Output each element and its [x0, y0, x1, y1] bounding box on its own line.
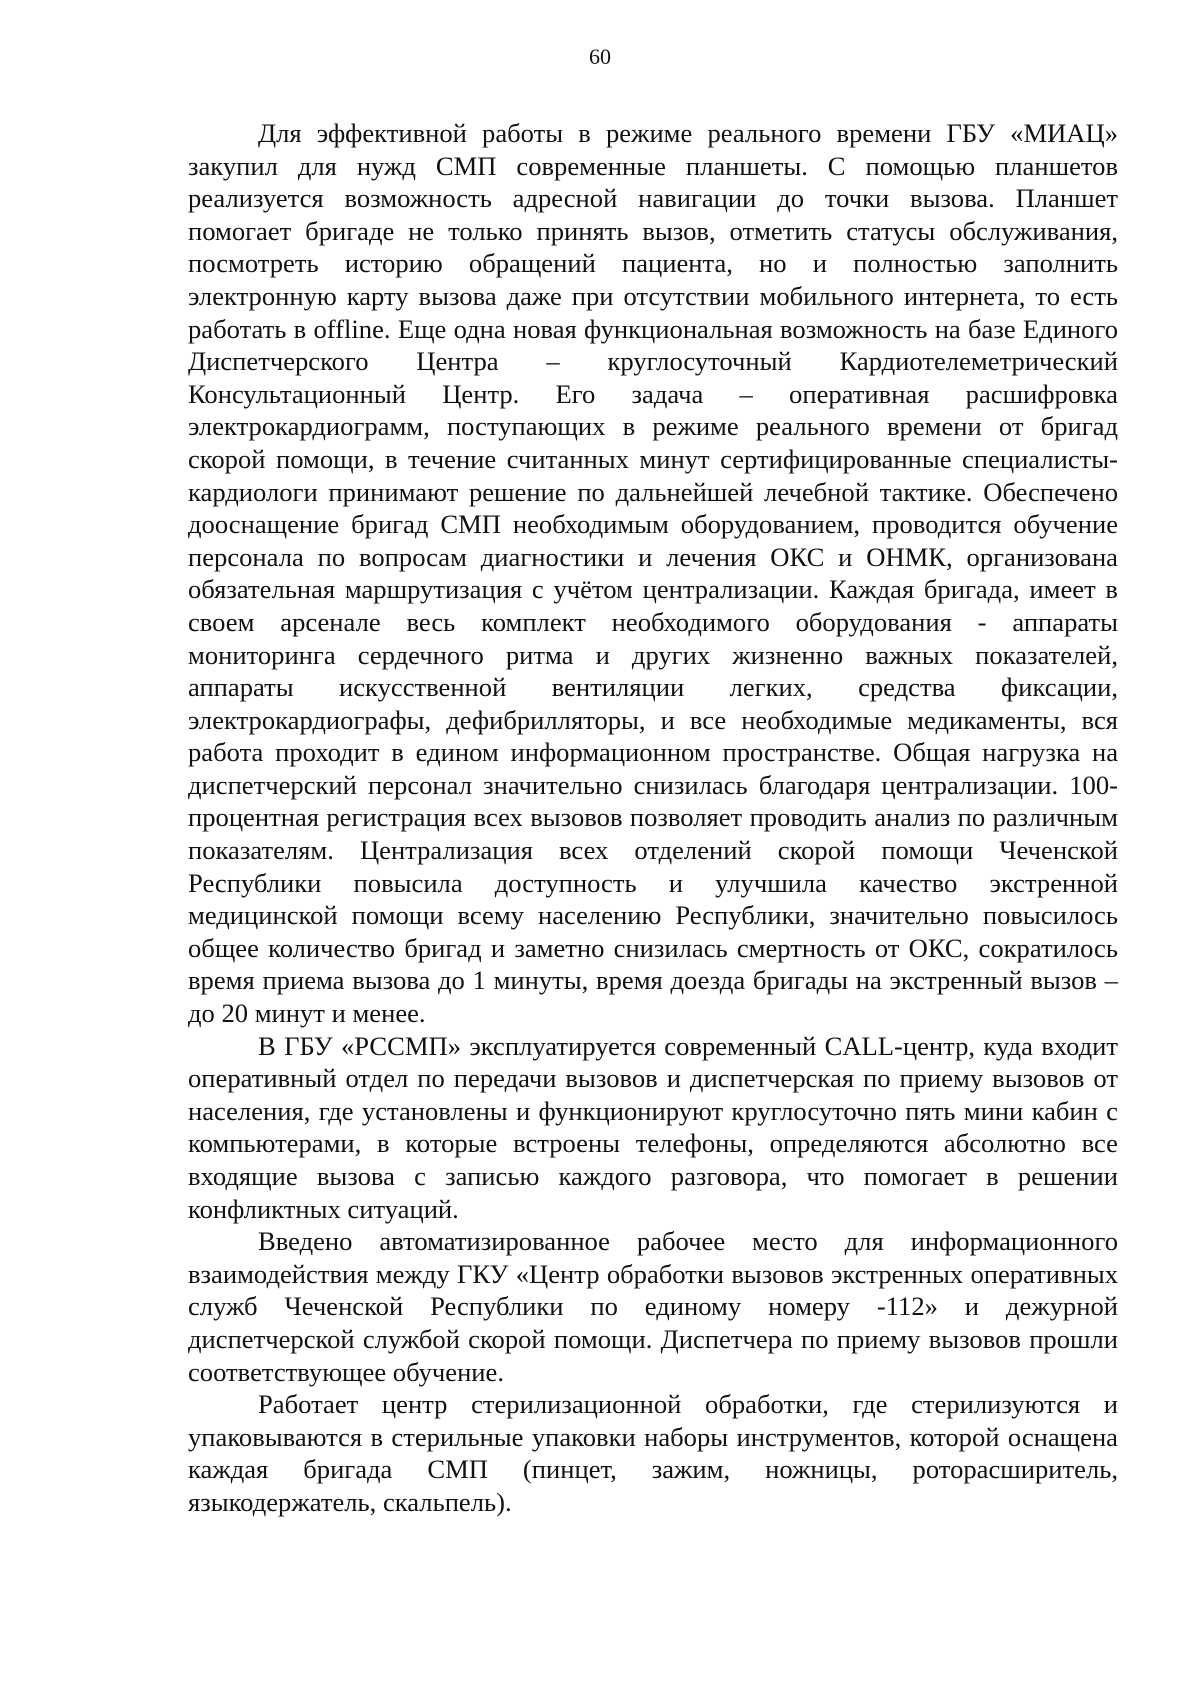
paragraph-ems-tablets: Для эффективной работы в режиме реального времени ГБУ «МИАЦ» закупил для нужд СМП современные планшеты. С помощью планшетов реализуется возможность адресной навигации до точки вызова. Планшет помогает бригаде не только принять вызов, отметить статусы обслуживания, посмотреть историю обращений пациента, но и полностью заполнить электронную карту вызова даже при отсутствии мобильного интернета, то есть работать в offline. Еще одна новая функциональная возможность на базе Единого Диспетчерского Центра – круглосуточный Кардиотелеметрический Консультационный Центр. Его задача – оперативная расшифровка электрокардиограмм, поступающих в режиме реального времени от бригад скорой помощи, в течение считанных минут сертифицированные специалисты-кардиологи принимают решение по дальнейшей лечебной тактике. Обеспечено дооснащение бригад СМП необходимым оборудованием, проводится обучение персонала по вопросам диагностики и лечения ОКС и ОНМК, организована обязательная маршрутизация с учётом централизации. Каждая бригада, имеет в своем арсенале весь комплект необходимого оборудования - аппараты мониторинга сердечного ритма и других жизненно важных показателей, аппараты искусственной вентиляции легких, средства фиксации, электрокардиографы, дефибрилляторы, и все необходимые медикаменты, вся работа проходит в едином информационном пространстве. Общая нагрузка на диспетчерский персонал значительно снизилась благодаря централизации. 100-процентная регистрация всех вызовов позволяет проводить анализ по различным показателям. Централизация всех отделений скорой помощи Чеченской Республики повысила доступность и улучшила качество экстренной медицинской помощи всему населению Республики, значительно повысилось общее количество бригад и заметно снизилась смертность от ОКС, сократилось время приема вызова до 1 минуты, время доезда бригады на экстренный вызов – до 20 минут и менее.	[188, 118, 1118, 1029]
paragraph-workstation-112: Введено автоматизированное рабочее место для информационного взаимодействия между ГКУ «Центр обработки вызовов экстренных оперативных служб Чеченской Республики по единому номеру -112» и дежурной диспетчерской службой скорой помощи. Диспетчера по приему вызовов прошли соответствующее обучение.	[188, 1226, 1118, 1387]
paragraph-sterilization-center: Работает центр стерилизационной обработки, где стерилизуются и упаковываются в стерильные упаковки наборы инструментов, которой оснащена каждая бригада СМП (пинцет, зажим, ножницы, роторасширитель, языкодержатель, скальпель).	[188, 1389, 1118, 1517]
page-number: 60	[589, 44, 611, 69]
document-body	[188, 117, 1118, 1519]
paragraph-call-center: В ГБУ «РССМП» эксплуатируется современный CALL-центр, куда входит оперативный отдел по передачи вызовов и диспетчерская по приему вызовов от населения, где установлены и функционируют круглосуточно пять мини кабин с компьютерами, в которые встроены телефоны, определяются абсолютно все входящие вызова с записью каждого разговора, что помогает в решении конфликтных ситуаций.	[188, 1030, 1118, 1224]
